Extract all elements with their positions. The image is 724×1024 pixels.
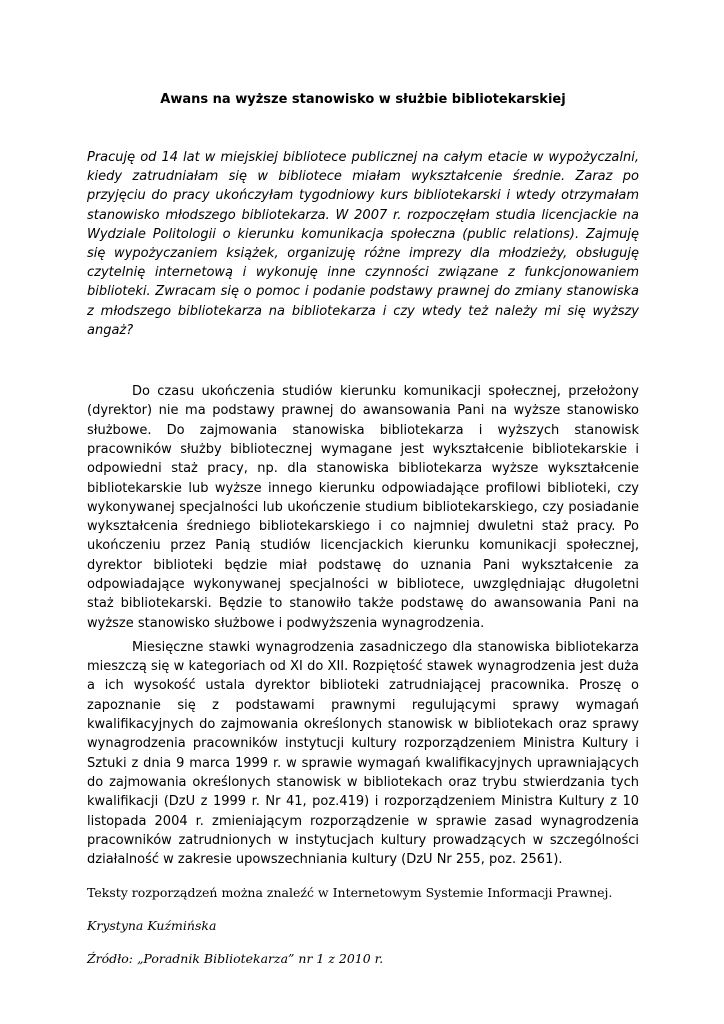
answer-section xyxy=(87,382,639,869)
source-citation: Źródło: „Poradnik Bibliotekarza” nr 1 z 2010 r. xyxy=(87,951,384,967)
author-name: Krystyna Kuźmińska xyxy=(87,918,217,934)
reader-question: Pracuję od 14 lat w miejskiej bibliotece publicznej na całym etacie w wypożyczalni, kiedy zatrudniałam się w bibliotece miałam wykształcenie średnie. Zaraz po przyjęciu do pracy ukończyłam tygodniowy kurs bibliotekarski i wtedy otrzymałam stanowisko młodszego bibliotekarza. W 2007 r. rozpoczęłam studia licencjackie na Wydziale Politologii o kierunku komunikacja społeczna (public relations). Zajmuję się wypożyczaniem książek, organizuję różne imprezy dla młodzieży, obsługuję czytelnię internetową i wykonuję inne czynności związane z funkcjonowaniem biblioteki. Zwracam się o pomoc i podanie podstawy prawnej do zmiany stanowiska z młodszego bibliotekarza na bibliotekarza i czy wtedy też należy mi się wyższy angaż? xyxy=(87,150,639,338)
document-title: Awans na wyższe stanowisko w służbie bibliotekarskiej xyxy=(160,92,566,107)
document-page xyxy=(87,90,639,982)
answer-paragraph-1: Do czasu ukończenia studiów kierunku komunikacji społecznej, przełożony (dyrektor) nie ma podstawy prawnej do awansowania Pani na wyższe stanowisko służbowe. Do zajmowania stanowiska bibliotekarza i wyższych stanowisk pracowników służby bibliotecznej wymagane jest wykształcenie bibliotekarskie i odpowiedni staż pracy, np. dla stanowiska bibliotekarza wyższe wykształcenie bibliotekarskie lub wyższe innego kierunku odpowiadające profilowi biblioteki, czy wykonywanej specjalności lub ukończenie studium bibliotekarskiego, czy posiadanie wykształcenia średniego bibliotekarskiego i co najmniej dwuletni staż pracy. Po ukończeniu przez Panią studiów licencjackich kierunku komunikacji społecznej, dyrektor biblioteki będzie miał podstawę do uznania Pani wykształcenie za odpowiadające wykonywanej specjalności w bibliotece, uwzględniając długoletni staż bibliotekarski. Będzie to stanowiło także podstawę do awansowania Pani na wyższe stanowisko służbowe i podwyższenia wynagrodzenia. xyxy=(87,384,639,631)
answer-paragraph-2: Miesięczne stawki wynagrodzenia zasadniczego dla stanowiska bibliotekarza mieszczą się w kategoriach od XI do XII. Rozpiętość stawek wynagrodzenia jest duża a ich wysokość ustala dyrektor biblioteki zatrudniającej pracownika. Proszę o zapoznanie się z podstawami prawnymi regulującymi sprawy wymagań kwalifikacyjnych do zajmowania określonych stanowisk w bibliotekach oraz sprawy wynagrodzenia pracowników instytucji kultury rozporządzeniem Ministra Kultury i Sztuki z dnia 9 marca 1999 r. w sprawie wymagań kwalifikacyjnych uprawniających do zajmowania określonych stanowisk w bibliotekach oraz trybu stwierdzania tych kwalifikacji (DzU z 1999 r. Nr 41, poz.419) i rozporządzeniem Ministra Kultury z 10 listopada 2004 r. zmieniającym rozporządzenie w sprawie zasad wynagrodzenia pracowników zatrudnionych w instytucjach kultury prowadzących w szczególności działalność w zakresie upowszechniania kultury (DzU Nr 255, poz. 2561). xyxy=(87,639,639,868)
legal-texts-note: Teksty rozporządzeń można znaleźć w Internetowym Systemie Informacji Prawnej. xyxy=(87,885,613,901)
